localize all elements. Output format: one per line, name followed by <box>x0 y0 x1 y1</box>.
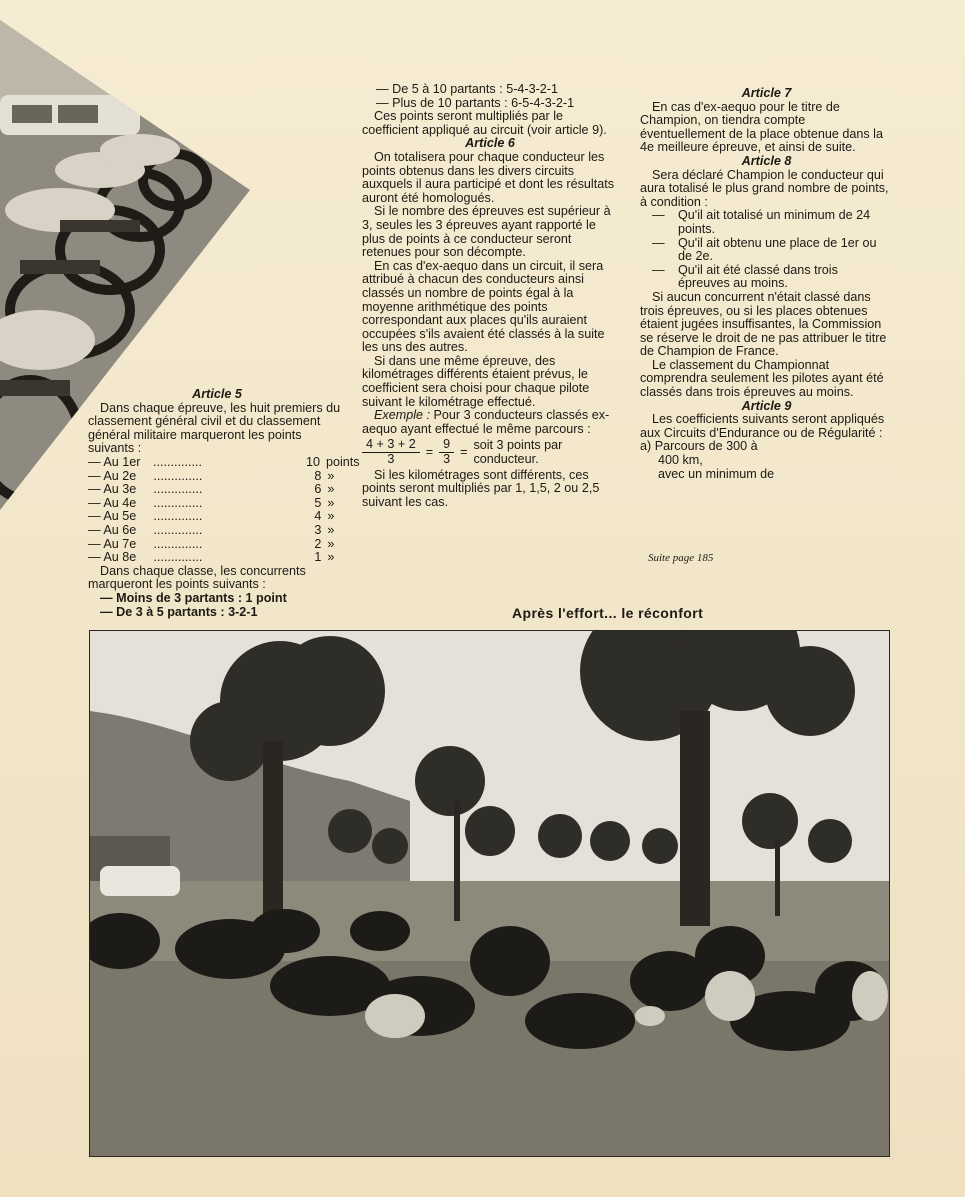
article-5-title: Article 5 <box>192 387 242 401</box>
column-3 <box>640 87 893 481</box>
points-row: — Au 3e .............. 6 » <box>88 482 335 497</box>
article-5-intro: Dans chaque épreuve, les huit premiers du classement général civil et du classement général militaire marqueront les points suivants : <box>88 400 341 456</box>
article-9-a-2: 400 km, <box>658 453 703 468</box>
article-6-para-1: On totalisera pour chaque conducteur les points obtenus dans les divers circuits auxquels il aura participé et dont les résultats auront été homologués. <box>362 149 615 205</box>
article-8-title: Article 8 <box>741 153 792 168</box>
condition-1: — Qu'il ait totalisé un minimum de 24 points. <box>652 208 871 236</box>
points-row: — Au 1er .............. 10 points <box>88 454 360 469</box>
equals-sign: = <box>425 444 434 459</box>
article-9-a: a) Parcours de 300 à <box>640 439 758 454</box>
example-formula <box>362 438 618 466</box>
example-text: Pour 3 conducteurs classés ex-aequo ayant effectué le même parcours : <box>362 408 610 436</box>
article-6-title: Article 6 <box>465 136 515 151</box>
fraction-2: 9 3 <box>439 438 454 466</box>
classe-line-1: — Moins de 3 partants : 1 point <box>100 590 287 605</box>
classe-line-2: — De 3 à 5 partants : 3-2-1 <box>100 604 258 619</box>
points-row: — Au 4e .............. 5 » <box>88 495 335 510</box>
article-7-para: En cas d'ex-aequo pour le titre de Champion, on tiendra compte éventuellement de la place obtenue dans la 4e meilleure épreuve, et ainsi de suite. <box>640 99 883 155</box>
formula-result: soit 3 points par conducteur. <box>473 437 563 466</box>
partants-line-2: — Plus de 10 partants : 6-5-4-3-2-1 <box>376 95 575 110</box>
article-6-para-3: En cas d'ex-aequo dans un circuit, il sera attribué à chacun des conducteurs ainsi classés un nombre de points égal à la moyenne arithmétique des points correspondant aux places qu'ils auraient occupées s'ils avaient été classés à la suite les uns des autres. <box>362 258 605 355</box>
points-row: — Au 8e .............. 1 » <box>88 550 335 565</box>
equals-sign-2: = <box>460 444 468 459</box>
points-row: — Au 6e .............. 3 » <box>88 522 335 537</box>
article-7-title: Article 7 <box>741 86 792 100</box>
picnic-photo <box>89 630 890 1157</box>
classe-intro: Dans chaque classe, les concurrents marqueront les points suivants : <box>88 563 306 592</box>
example-paragraph <box>362 409 618 436</box>
article-9-title: Article 9 <box>741 398 792 413</box>
article-8-para-3: Le classement du Championnat comprendra seulement les pilotes ayant été classés dans trois épreuves au moins. <box>640 357 884 400</box>
photo-caption: Après l'effort... le réconfort <box>512 605 704 621</box>
column-2 <box>362 83 618 509</box>
article-9-a-3: avec un minimum de <box>658 466 775 481</box>
article-6-para-2: Si le nombre des épreuves est supérieur à 3, seules les 3 épreuves ayant rapporté le plus de points à ce conducteur seront retenues pour son décompte. <box>362 204 611 260</box>
coef-paragraph: Ces points seront multipliés par le coefficient appliqué au circuit (voir article 9). <box>362 109 607 137</box>
partants-line-1: — De 5 à 10 partants : 5-4-3-2-1 <box>376 82 559 96</box>
points-table <box>88 454 360 565</box>
article-8-para-2: Si aucun concurrent n'était classé dans trois épreuves, ou si les places obtenues étaient jugées insuffisantes, la Commission se réserve le droit de ne pas attribuer le titre de Champion de France. <box>640 289 887 359</box>
points-row: — Au 5e .............. 4 » <box>88 509 335 524</box>
example-label: Exemple : <box>374 408 430 423</box>
fraction-1: 4 + 3 + 2 3 <box>362 438 420 466</box>
column-1 <box>88 387 360 619</box>
article-9-para: Les coefficients suivants seront appliqués aux Circuits d'Endurance ou de Régularité : <box>640 412 885 440</box>
article-6-para-4: Si dans une même épreuve, des kilométrages différents étaient prévus, le coefficient sera choisi pour chaque pilote suivant le kilométrage effectué. <box>362 353 590 409</box>
condition-3: — Qu'il ait été classé dans trois épreuves au moins. <box>652 262 838 291</box>
continued-note: Suite page 185 <box>648 552 714 564</box>
condition-2: — Qu'il ait obtenu une place de 1er ou de 2e. <box>652 235 877 264</box>
article-8-para-1: Sera déclaré Champion le conducteur qui aura totalisé le plus grand nombre de points, à condition : <box>640 167 889 209</box>
points-row: — Au 2e .............. 8 » <box>88 468 335 483</box>
points-row: — Au 7e .............. 2 » <box>88 536 335 551</box>
article-6-para-5: Si les kilométrages sont différents, ces points seront multipliés par 1, 1,5, 2 ou 2,5 suivant les cas. <box>362 467 600 509</box>
